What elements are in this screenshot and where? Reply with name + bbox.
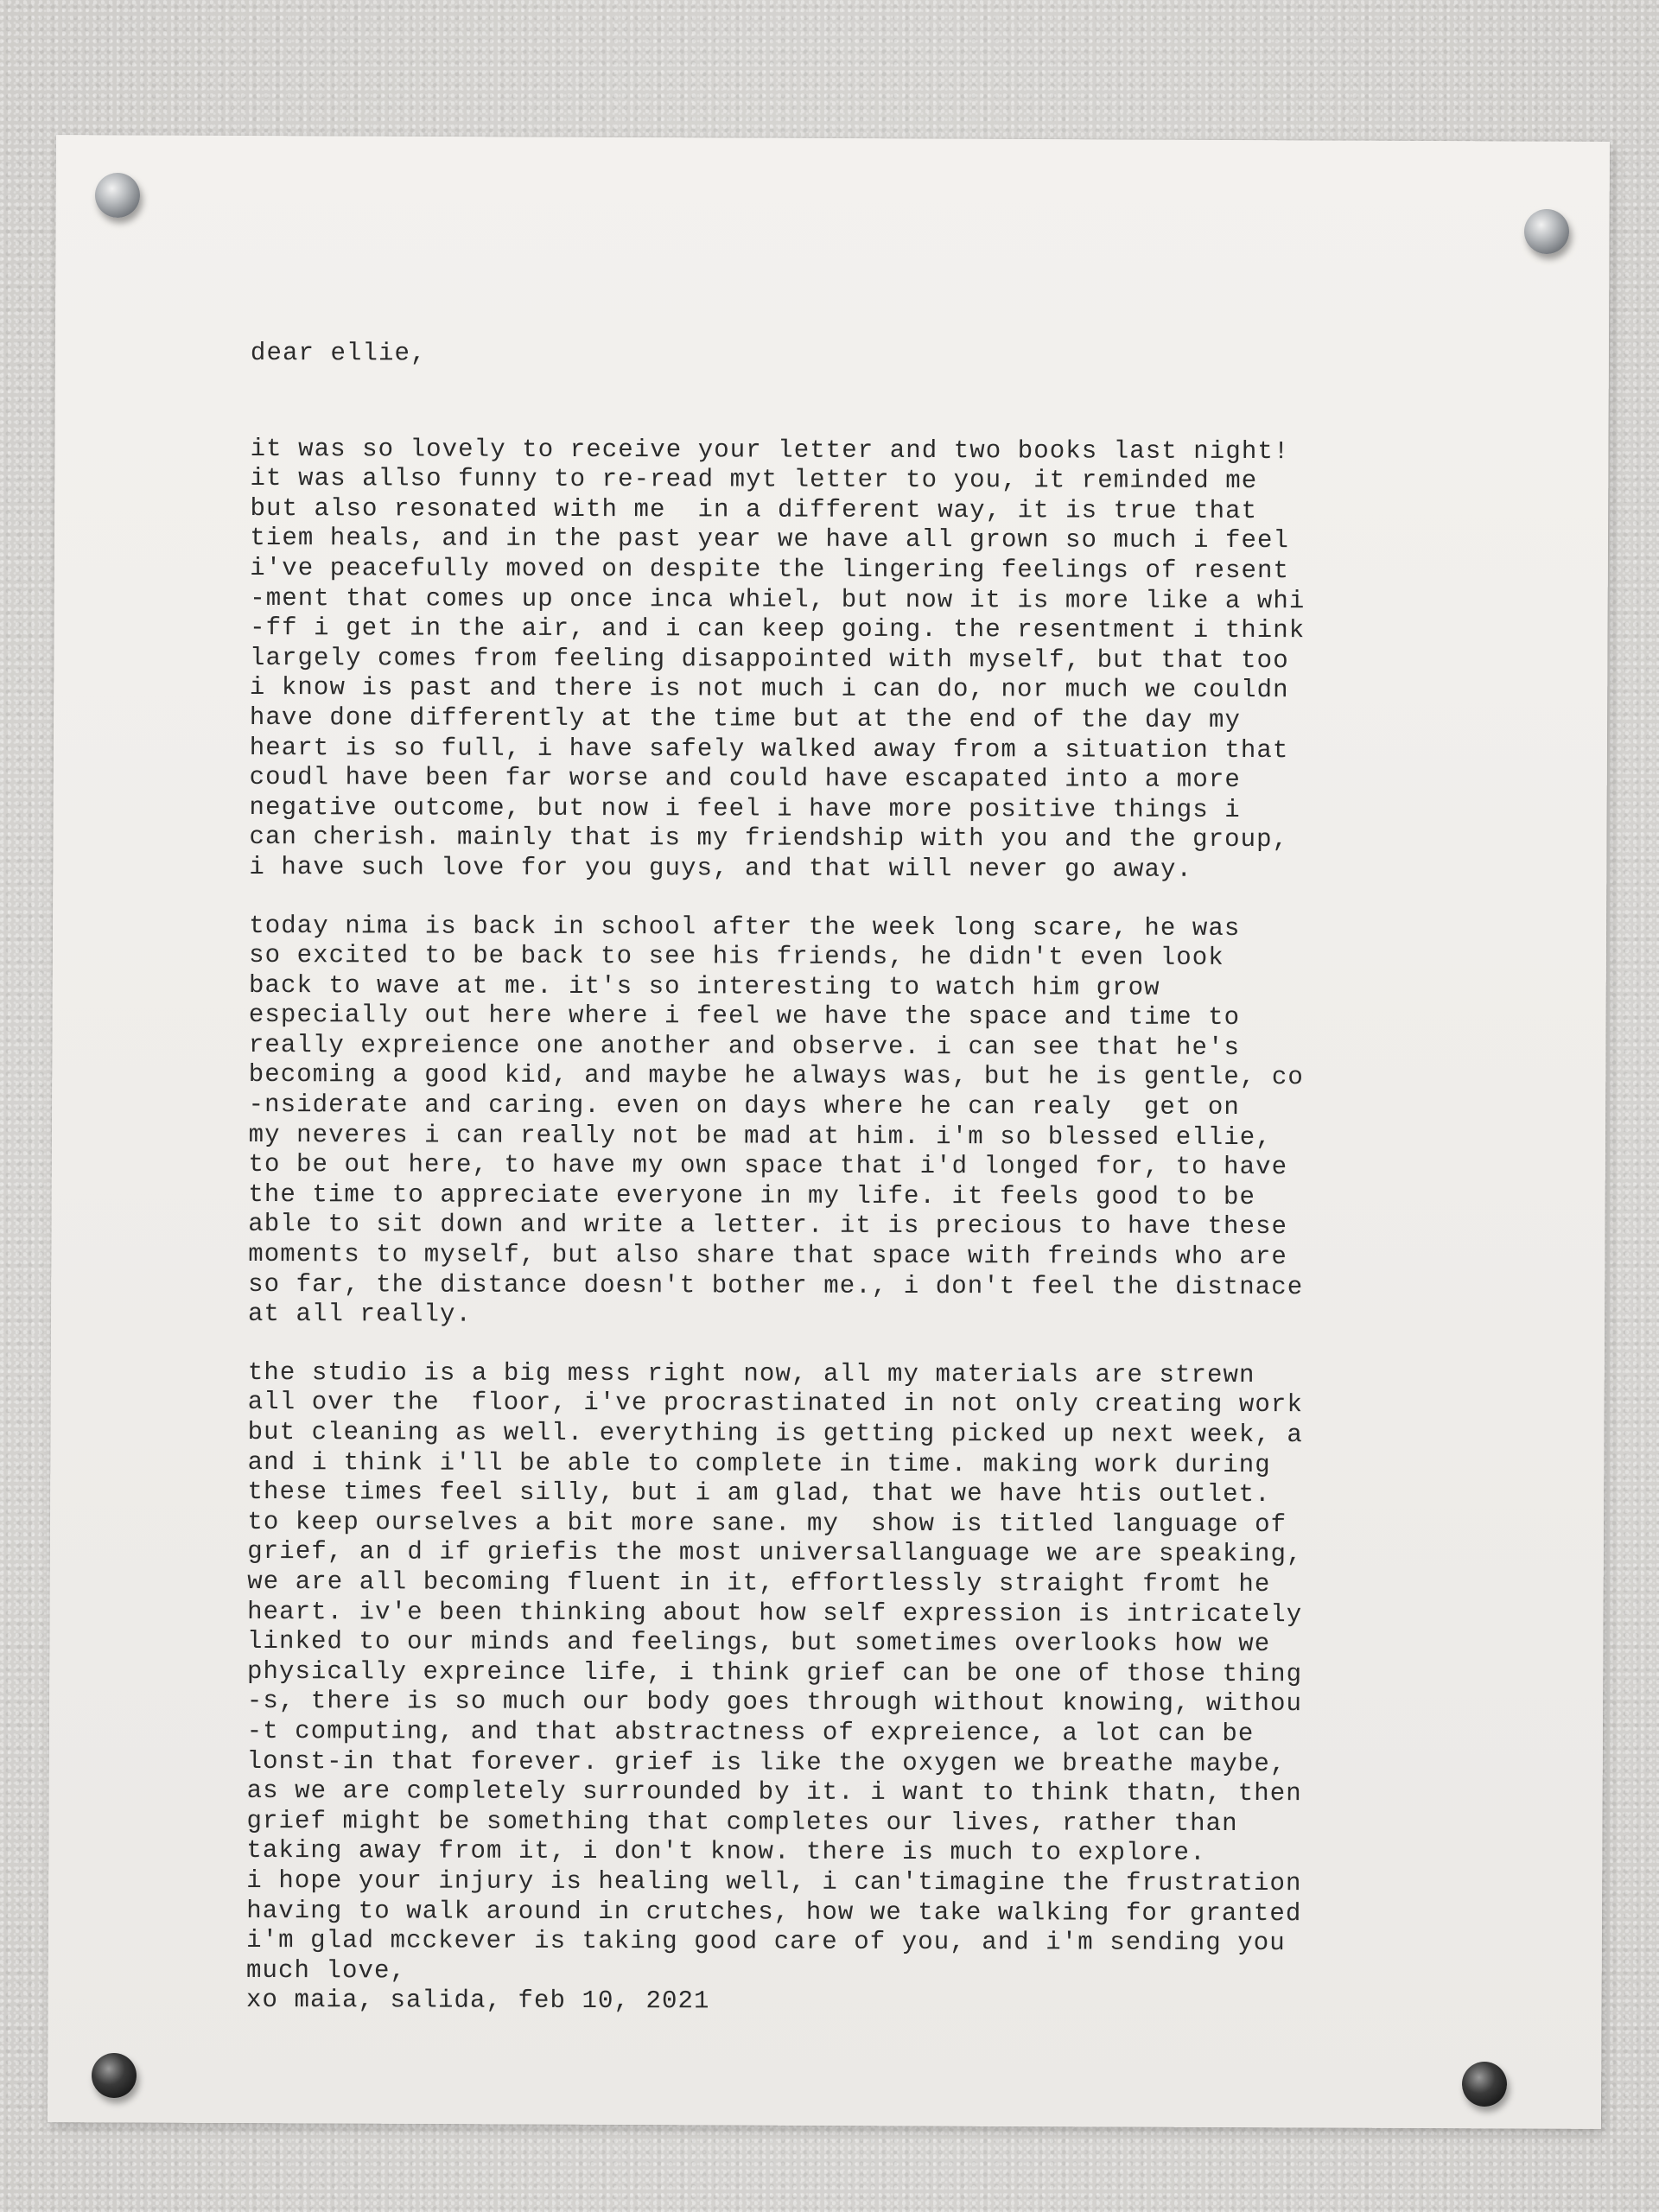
letter-line: linked to our minds and feelings, but sometimes overlooks how we (247, 1627, 1271, 1659)
magnet-bottom-left (92, 2053, 137, 2098)
letter-line: xo maia, salida, feb 10, 2021 (245, 1986, 710, 2016)
letter-line: i'm glad mcckever is taking good care of you, and i'm sending you (246, 1926, 1286, 1958)
letter-line: really expreience one another and observe. i can see that he's (248, 1030, 1241, 1062)
letter-line: moments to myself, but also share that space with freinds who are (248, 1240, 1287, 1272)
letter-line: the studio is a big mess right now, all my materials are strewn (247, 1357, 1255, 1389)
letter-line: grief might be something that completes our lives, rather than (246, 1806, 1238, 1838)
letter-line: so excited to be back to see his friends, he didn't even look (249, 941, 1224, 973)
letter-line: much love, (246, 1955, 407, 1986)
letter-line: these times feel silly, but i am glad, that we have htis outlet. (247, 1478, 1271, 1510)
letter-line: -nsiderate and caring. even on days where he can realy get on (248, 1090, 1240, 1122)
letter-line: to keep ourselves a bit more sane. my show is titled language of (247, 1507, 1287, 1539)
magnet-top-left (95, 173, 140, 218)
magnet-top-right (1524, 209, 1569, 254)
letter-line: heart. iv'e been thinking about how self expression is intricately (247, 1597, 1303, 1629)
letter-line: i've peacefully moved on despite the lingering feelings of resent (250, 553, 1290, 586)
letter-salutation: dear ellie, (250, 339, 427, 368)
letter-line: i have such love for you guys, and that will never go away. (249, 852, 1193, 884)
letter-line: back to wave at me. it's so interesting to watch him grow (248, 970, 1160, 1002)
letter-line: largely comes from feeling disappointed with myself, but that too (249, 643, 1289, 675)
letter-line: physically expreince life, i think grief can be one of those thing (246, 1656, 1303, 1688)
letter-line: i hope your injury is healing well, i can'timagine the frustration (246, 1866, 1302, 1898)
letter-line: it was so lovely to receive your letter and two books last night! (250, 434, 1290, 466)
letter-line: i know is past and there is not much i can do, nor much we couldn (249, 673, 1289, 705)
letter-line: especially out here where i feel we have the space and time to (248, 1001, 1241, 1033)
letter-line: all over the floor, i've procrastinated in not only creating work (247, 1388, 1304, 1420)
letter-line: tiem heals, and in the past year we have all grown so much i feel (250, 524, 1290, 556)
letter-line: can cherish. mainly that is my friendship with you and the group, (249, 823, 1289, 855)
magnet-bottom-right (1462, 2062, 1507, 2107)
letter-line: so far, the distance doesn't bother me., i don't feel the distnace (248, 1269, 1304, 1301)
typewritten-letter (246, 339, 1495, 2019)
letter-line: my neveres i can really not be mad at him. i'm so blessed ellie, (248, 1120, 1272, 1152)
letter-line: as we are completely surrounded by it. i want to think thatn, then (246, 1777, 1302, 1808)
letter-paragraph-2 (248, 911, 1493, 1332)
letter-line: it was allso funny to re-read myt letter to you, it reminded me (250, 464, 1258, 496)
letter-line: heart is so full, i have safely walked away from a situation that (249, 733, 1289, 765)
letter-line: but also resonated with me in a different way, it is true that (250, 493, 1258, 525)
letter-line: -ment that comes up once inca whiel, but now it is more like a whi (250, 583, 1306, 615)
letter-line: -s, there is so much our body goes through without knowing, withou (246, 1687, 1303, 1719)
letter-line: negative outcome, but now i feel i have more positive things i (249, 792, 1241, 824)
letter-line: the time to appreciate everyone in my life. it feels good to be (248, 1179, 1256, 1211)
letter-line: -t computing, and that abstractness of expreience, a lot can be (246, 1716, 1255, 1748)
letter-line: at all really. (248, 1300, 473, 1329)
letter-line: -ff i get in the air, and i can keep going. the resentment i think (250, 613, 1306, 645)
letter-line: grief, an d if griefis the most universallanguage we are speaking, (247, 1537, 1303, 1569)
letter-line: becoming a good kid, and maybe he always was, but he is gentle, co (248, 1060, 1304, 1092)
letter-line: but cleaning as well. everything is getting picked up next week, a (247, 1417, 1303, 1450)
letter-line: coudl have been far worse and could have escapated into a more (249, 763, 1241, 795)
letter-line: able to sit down and write a letter. it is precious to have these (248, 1210, 1288, 1242)
letter-line: have done differently at the time but at the end of the day my (249, 702, 1242, 734)
letter-line: today nima is back in school after the week long scare, he was (249, 911, 1241, 943)
letter-line: having to walk around in crutches, how we take walking for granted (246, 1896, 1302, 1928)
letter-line: taking away from it, i don't know. there is much to explore. (246, 1836, 1206, 1868)
letter-line: we are all becoming fluent in it, effortlessly straight fromt he (247, 1567, 1271, 1599)
letter-paragraph-3 (246, 1358, 1492, 2019)
letter-line: lonst-in that forever. grief is like the oxygen we breathe maybe, (246, 1746, 1287, 1778)
letter-paragraph-1 (249, 435, 1494, 887)
letter-line: to be out here, to have my own space that i'd longed for, to have (248, 1150, 1288, 1182)
letter-line: and i think i'll be able to complete in time. making work during (247, 1447, 1271, 1479)
